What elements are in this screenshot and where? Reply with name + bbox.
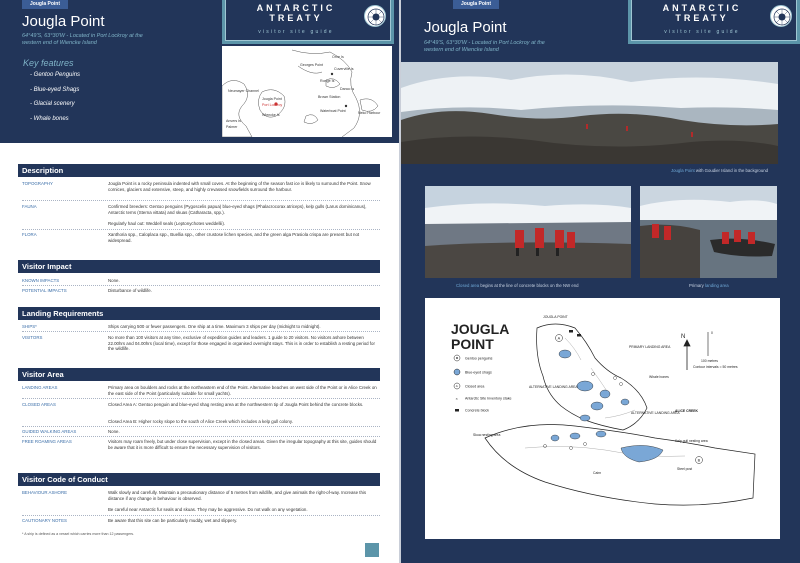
brand-line-2: TREATY — [675, 13, 729, 23]
coordinates-line-2: western end of Wiencke Island — [424, 47, 499, 53]
map-label-steel-post: Steel post — [677, 467, 693, 471]
map-label-primary-landing: PRIMARY LANDING AREA — [629, 345, 671, 349]
legend-concrete: Concrete block — [465, 408, 489, 413]
brand-subtitle: visitor site guide — [664, 29, 740, 35]
brand-line-2: TREATY — [269, 13, 323, 23]
section-landing-title: Landing Requirements — [18, 307, 380, 320]
map-label: Palmer — [226, 125, 238, 129]
landing-area-caption: Primary landing area — [689, 283, 729, 288]
map-label-cairn: Cairn — [593, 471, 602, 475]
antarctic-treaty-seal-icon — [770, 5, 792, 27]
map-label: Neumayer Channel — [228, 89, 259, 93]
section-conduct-title: Visitor Code of Conduct — [18, 473, 380, 486]
footnote: * A ship is defined as a vessel which carries more than 12 passengers. — [22, 532, 135, 536]
divider — [22, 515, 380, 516]
scale-zero: 0 — [711, 331, 713, 335]
legend-stake: Antarctic Site Inventory stake — [465, 396, 512, 401]
coordinates-line-1: 64°49'S, 63°30'W - Located in Port Lockroy at the — [424, 40, 545, 46]
map-label-jougla-point: JOUGLA POINT — [543, 315, 568, 319]
page-tab: Jougla Point — [22, 0, 68, 9]
right-page — [401, 0, 800, 563]
svg-text:×: × — [455, 396, 458, 401]
page-tab: Jougla Point — [453, 0, 499, 9]
section-description-title: Description — [18, 164, 380, 177]
map-label: Georges Point — [300, 63, 323, 67]
map-label: Neko Harbour — [358, 111, 381, 115]
map-label: Waterboat Point — [320, 109, 346, 113]
closed-area-photo — [425, 186, 631, 278]
legend-gentoo: Gentoo penguins — [465, 356, 493, 361]
key-feature: - Whale bones — [30, 115, 69, 122]
map-label: Jougla Point — [262, 97, 282, 101]
map-title-line-1: JOUGLA — [451, 321, 510, 337]
coordinates-line-2: western end of Wiencke Island — [22, 40, 97, 46]
map-label: Cuverville Is — [334, 67, 354, 71]
page-title: Jougla Point — [22, 13, 105, 30]
map-label-kelp: Kelp gull nesting area — [675, 439, 708, 443]
landing-area-photo — [640, 186, 777, 278]
main-photo-caption: Jougla Point with Goudier Island in the background — [671, 168, 768, 173]
page-corner-box — [365, 543, 379, 557]
divider — [22, 426, 380, 427]
key-feature: - Glacial scenery — [30, 101, 75, 107]
brand-subtitle: visitor site guide — [258, 29, 334, 35]
divider — [22, 285, 380, 286]
map-label: Danco Is — [340, 87, 355, 91]
left-header — [0, 0, 400, 143]
contour-note: Contour intervals = 50 metres — [693, 365, 738, 369]
main-landscape-photo — [401, 62, 778, 164]
map-label-alt-landing-2: ALTERNATIVE LANDING AREA — [631, 411, 680, 415]
antarctic-treaty-seal-icon — [364, 5, 386, 27]
key-features-list — [30, 72, 80, 130]
key-feature: - Blue-eyed Shags — [30, 86, 80, 93]
legend-shags: Blue-eyed shags — [465, 370, 492, 375]
brand-line-1: ANTARCTIC — [662, 3, 742, 13]
section-visitor-impact-title: Visitor Impact — [18, 260, 380, 273]
map-label: Wiencke Is — [262, 113, 280, 117]
coordinates-line-1: 64°49'S, 63°30'W - Located in Port Lockroy at the — [22, 33, 143, 39]
closed-area-caption: Closed area begins at the line of concrete blocks on the NW end — [456, 283, 579, 288]
map-label-skua: Skua nesting area — [473, 433, 501, 437]
map-label: Anvers Is — [226, 119, 241, 123]
site-map — [425, 298, 780, 539]
map-label: Rongé Is — [320, 79, 335, 83]
map-label-alice-creek: ALICE CREEK — [675, 409, 698, 413]
key-features-title: Key features — [23, 58, 74, 68]
legend-closed: Closed area — [465, 384, 485, 389]
left-page: Jougla Point Jougla Point 64°49'S, 63°30'W - Located in Port Lockroy at the western end of Wiencke Island Key features - Gentoo Penguins - Blue-eyed Shags - Glacial scenery - Whale bones ANTARCTIC TREATY visitor site guide Orne Is Georges Point Cuverville Is Rongé Is Danco Is Neko Harbour Brown Station Waterboat Point Neumayer Channel Jougla Point Port Lockroy Palmer Anvers Is Wiencke Is Description TOPOGRAPHY Jougla Point is a rocky peninsula indented with small coves. At the beginning of the season fast ice is likely to surround the Point. Snow cornices, glaciers and extensive, steep, and highly crevassed snowfields surround the harbour. FAUNA Confirmed breeders: Gentoo penguins (Pygoscelis papua) blue-eyed shags (Phalacrocorax atriceps), kelp gulls (Larus dominicanus), Antarctic terns (Sterna vittata) and skuas (Catharacta, spp.). Regularly haul out: Weddell seals (Leptonychotes weddellii). FLORA Xanthoria spp., Caloplaca spp., Buellia spp., other crustose lichen species, and the green alga Prasiola crispa are present but not widespread. Visitor Impact KNOWN IMPACTS None. POTENTIAL IMPACTS Disturbance of wildlife. Landing Requirements SHIPS* Ships carrying 500 or fewer passengers. One ship at a time. Maximum 3 ships per day (midnight to midnight). VISITORS No more than 100 visitors at any time, exclusive of expedition guides and leaders. 1 guide to 20 visitors. No visitors ashore between 22.00hrs and 04.00hrs (local time), except for those engaged in organised overnight stays. This is in order to establish a resting period for the wildlife. Visitor Area LANDING AREAS Primary area on boulders and rocks at the northeastern end of the Point. Alternative beaches on west side of the Point or in Alice Creek on the east side of the Point (particularly suitable for small yachts). CLOSED AREAS Closed Area A: Gentoo penguin and blue-eyed shag resting area at the northwestern tip of Jougla Point behind the concrete blocks. Closed Area B: Higher rocky slope to the south of Alice Creek which includes a kelp gull colony. GUIDED WALKING AREAS None. FREE ROAMING AREAS Visitors may roam freely, but under close supervision, except in the closed areas. Given the irregular topography at this site, guides should be aware that it is more difficult to ensure the necessary supervision of visitors. Visitor Code of Conduct BEHAVIOUR ASHORE Walk slowly and carefully. Maintain a precautionary distance of 5 metres from wildlife, and give animals the right-of-way. Increase this distance if any change in behaviour is observed. Be careful near Antarctic fur seals and skuas. They may be aggressive. Do not walk on any vegetation. CAUTIONARY NOTES Be aware that this site can be particularly muddy, wet and slippery. * A ship is defined as a vessel which carries more than 12 passengers. — [0, 0, 400, 563]
scale-length: 100 metres — [701, 359, 718, 363]
map-label: Brown Station — [318, 95, 341, 99]
section-visitor-area-title: Visitor Area — [18, 368, 380, 381]
divider — [22, 398, 380, 399]
closed-area-a-label: A — [557, 336, 561, 341]
divider — [22, 200, 380, 201]
divider — [22, 436, 380, 437]
north-arrow-icon — [684, 340, 690, 370]
location-inset-map — [222, 46, 392, 137]
divider — [22, 229, 380, 230]
map-label-whale-bones: Whale bones — [649, 375, 669, 379]
closed-area-b-label: B — [697, 458, 701, 463]
map-label: Orne Is — [332, 55, 344, 59]
svg-text:A: A — [455, 384, 458, 389]
map-label: Port Lockroy — [262, 103, 283, 107]
north-label: N — [681, 334, 686, 340]
brand-block — [222, 0, 394, 44]
divider — [22, 331, 380, 332]
key-feature: - Gentoo Penguins — [30, 72, 81, 78]
map-label-alt-landing-1: ALTERNATIVE LANDING AREA — [529, 385, 578, 389]
brand-block — [628, 0, 800, 44]
brand-line-1: ANTARCTIC — [256, 3, 336, 13]
page-title: Jougla Point — [424, 19, 507, 36]
map-title-line-2: POINT — [451, 336, 494, 352]
